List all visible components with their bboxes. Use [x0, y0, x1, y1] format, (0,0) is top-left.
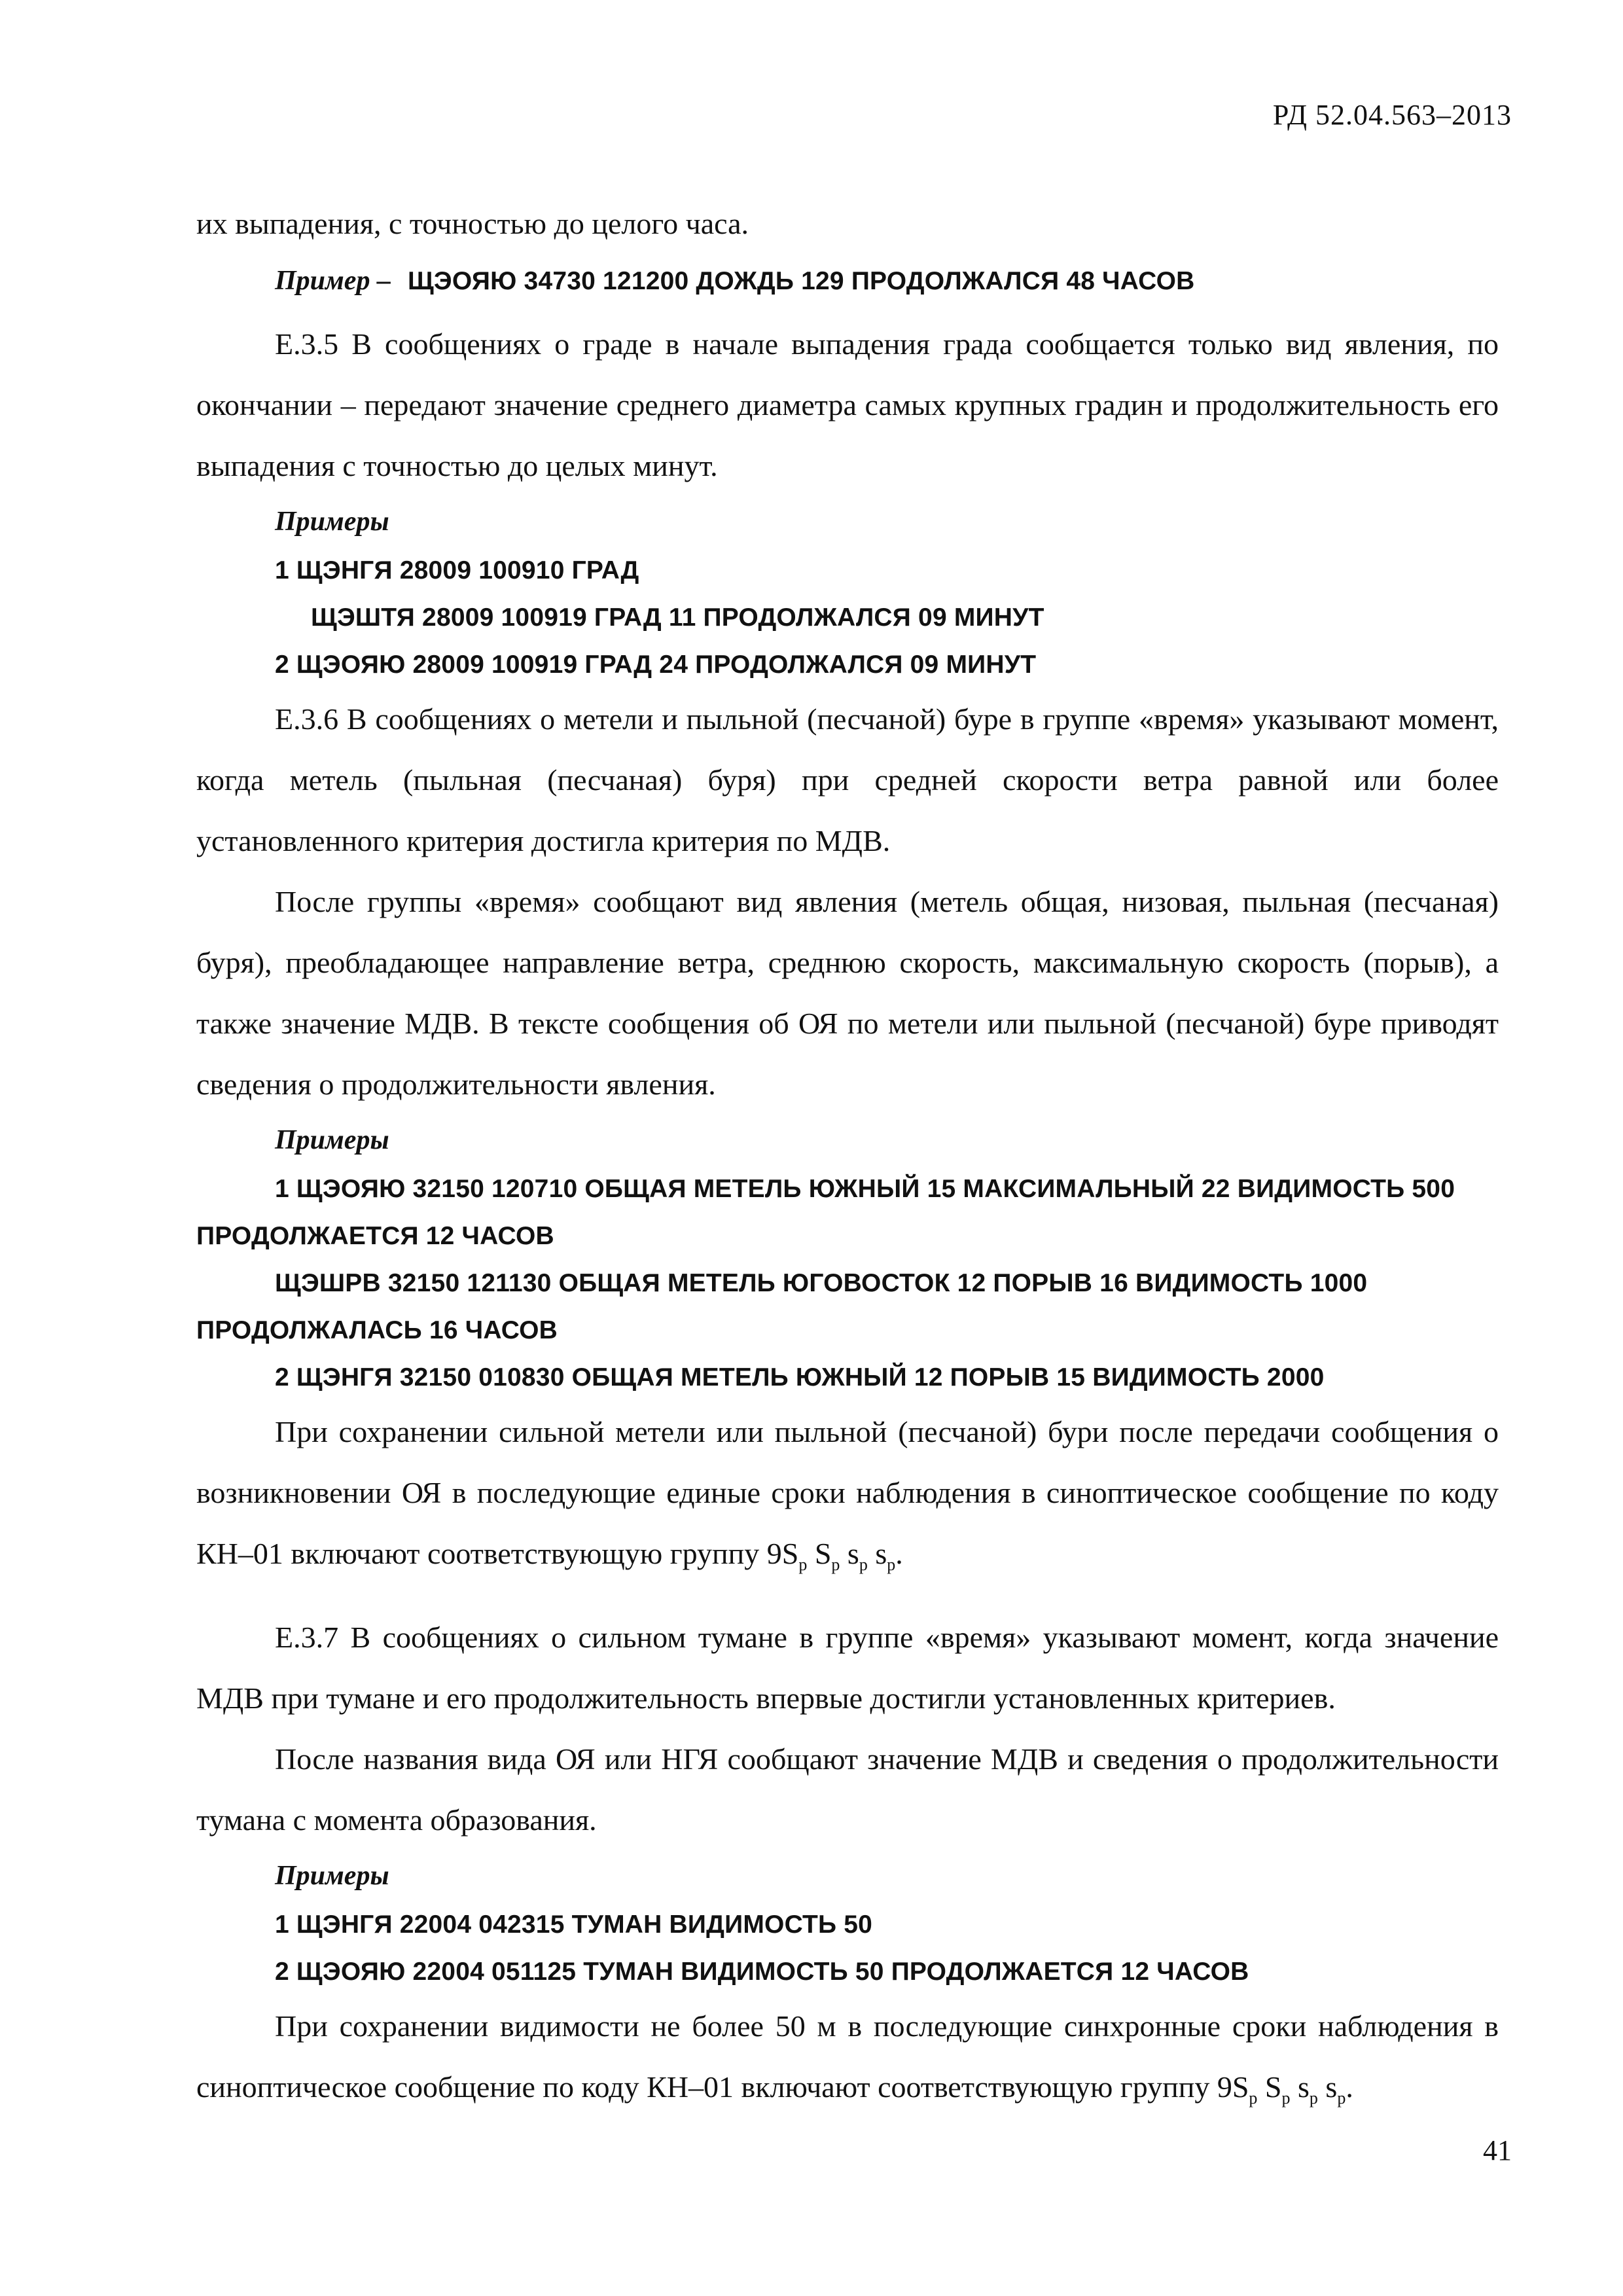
example-code: ЩЭШТЯ 28009 100919 ГРАД 11 ПРОДОЛЖАЛСЯ 09 МИНУТ — [311, 603, 1044, 632]
examples-label: Примеры — [275, 507, 389, 537]
paragraph-storm-persistence — [196, 1401, 1499, 1595]
paragraph-text: При сохранении видимости не более 50 м в последующие синхронные сроки наблюдения в синоптическое сообщение по коду КН–01 включают соответствующую группу — [196, 2009, 1499, 2104]
paragraph-after-phenomenon-name: После названия вида ОЯ или НГЯ сообщают значение МДВ и сведения о продолжительности тумана с момента образования. — [196, 1742, 1499, 1837]
paragraph-e-3-5: Е.3.5 В сообщениях о граде в начале выпадения града сообщается только вид явления, по окончании – передают значение среднего диаметра самых крупных градин и продолжительность его выпадения с точностью до целых минут. — [196, 327, 1499, 482]
example-code: ЩЭШРВ 32150 121130 ОБЩАЯ МЕТЕЛЬ ЮГОВОСТОК 12 ПОРЫВ 16 ВИДИМОСТЬ 1000 ПРОДОЛЖАЛАСЬ 16 ЧАСОВ — [196, 1269, 1368, 1344]
group-formula: $9S_p$ $S_p$ $s_p$ $s_p$. — [766, 1537, 903, 1574]
example-label: Пример – — [275, 266, 391, 296]
paragraph-e-3-7: Е.3.7 В сообщениях о сильном тумане в группе «время» указывают момент, когда значение МДВ при тумане и его продолжительность впервые достигли установленных критериев. — [196, 1621, 1499, 1715]
example-code: ЩЭОЯЮ 34730 121200 ДОЖДЬ 129 ПРОДОЛЖАЛСЯ 48 ЧАСОВ — [407, 267, 1195, 295]
example-code: 2 ЩЭОЯЮ 28009 100919 ГРАД 24 ПРОДОЛЖАЛСЯ 09 МИНУТ — [275, 651, 1037, 679]
paragraph-continuation: их выпадения, с точностью до целого часа. — [196, 207, 749, 240]
example-code: 2 ЩЭОЯЮ 22004 051125 ТУМАН ВИДИМОСТЬ 50 ПРОДОЛЖАЕТСЯ 12 ЧАСОВ — [275, 1958, 1249, 1986]
paragraph-after-time-group: После группы «время» сообщают вид явления (метель общая, низовая, пыльная (песчаная) буря), преобладающее направление ветра, среднюю скорость, максимальную скорость (порыв), а также значение МДВ. В тексте сообщения об ОЯ по метели или пыльной (песчаной) буре приводят сведения о продолжительности явления. — [196, 885, 1499, 1101]
page-body — [196, 193, 1499, 2128]
example-code: 1 ЩЭОЯЮ 32150 120710 ОБЩАЯ МЕТЕЛЬ ЮЖНЫЙ 15 МАКСИМАЛЬНЫЙ 22 ВИДИМОСТЬ 500 ПРОДОЛЖАЕТСЯ 12 ЧАСОВ — [196, 1175, 1455, 1250]
group-formula: $9S_p$ $S_p$ $s_p$ $s_p$. — [1217, 2070, 1353, 2108]
spacer — [196, 1595, 1499, 1607]
example-code: 1 ЩЭНГЯ 22004 042315 ТУМАН ВИДИМОСТЬ 50 — [275, 1910, 873, 1939]
paragraph-e-3-6: Е.3.6 В сообщениях о метели и пыльной (песчаной) буре в группе «время» указывают момент, когда метель (пыльная (песчаная) буря) при средней скорости ветра равной или более установленного критерия достигла критерия по МДВ. — [196, 702, 1499, 857]
paragraph-text: При сохранении сильной метели или пыльной (песчаной) бури после передачи сообщения о возникновении ОЯ в последующие единые сроки наблюдения в синоптическое сообщение по коду КН–01 включают соответствующую группу — [196, 1415, 1499, 1570]
examples-label: Примеры — [275, 1861, 389, 1891]
document-code-header: РД 52.04.563–2013 — [1272, 99, 1512, 131]
examples-label: Примеры — [275, 1125, 389, 1155]
paragraph-fog-persistence — [196, 1996, 1499, 2128]
example-code: 1 ЩЭНГЯ 28009 100910 ГРАД — [275, 556, 639, 584]
example-code: 2 ЩЭНГЯ 32150 010830 ОБЩАЯ МЕТЕЛЬ ЮЖНЫЙ 12 ПОРЫВ 15 ВИДИМОСТЬ 2000 — [275, 1363, 1325, 1391]
example-line — [275, 254, 1499, 314]
page-number: 41 — [1483, 2134, 1512, 2166]
